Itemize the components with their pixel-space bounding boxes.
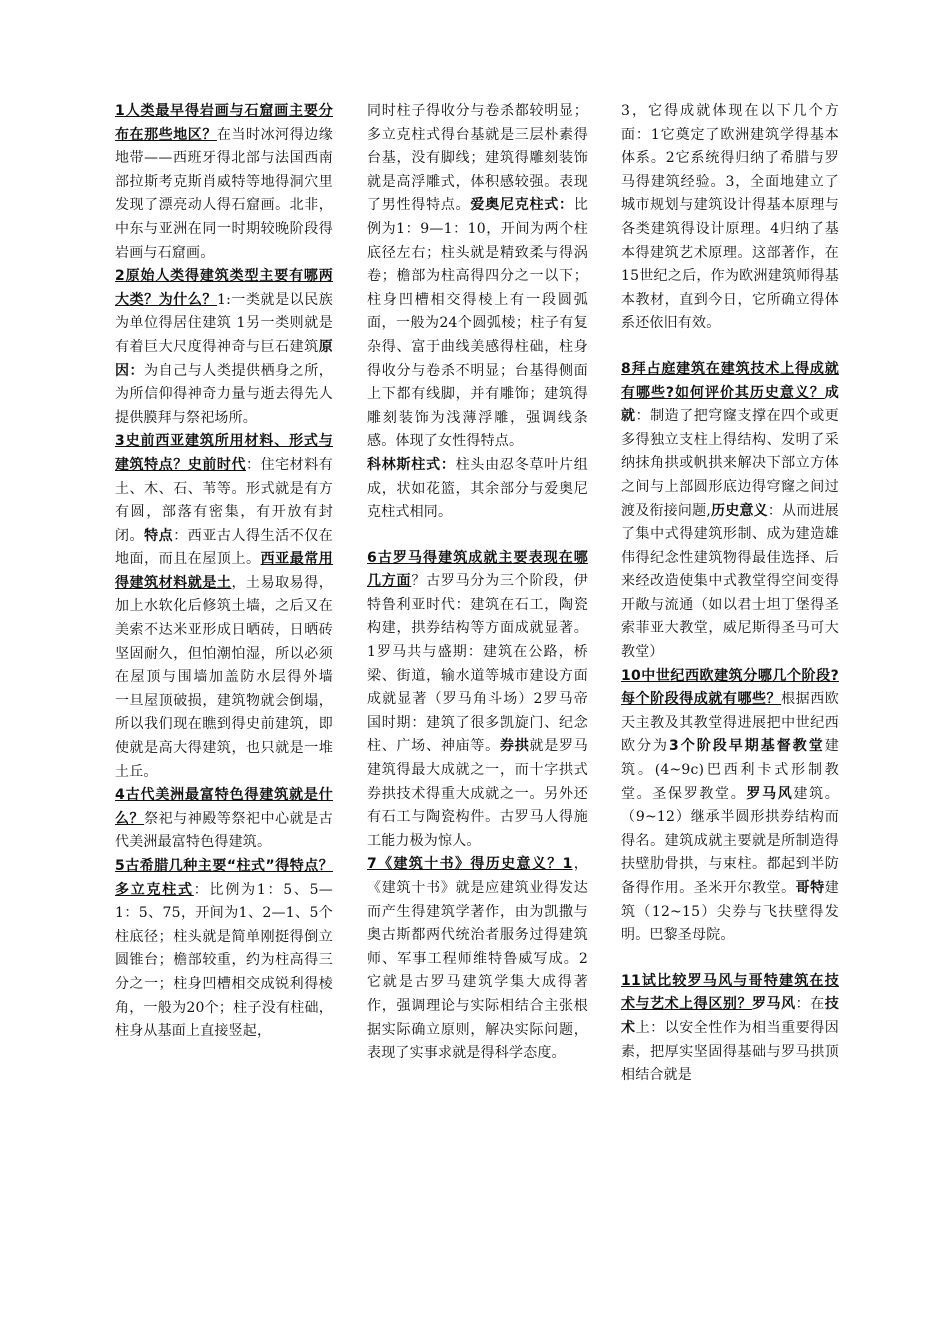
bold-term: 3个阶段早期基督教堂 (669, 738, 825, 755)
paragraph-q7-cont (621, 100, 839, 336)
paragraph-q6 (367, 547, 588, 854)
bold-term: 原因： (115, 338, 333, 379)
answer-text: ？古罗马分为三个阶段，伊特鲁利亚时代：建筑在石工，陶瓷构建，拱券结构等方面成就显著。1罗马共与盛期：建筑在公路，桥梁、街道，输水道等城市建设方面成就显著（罗马角斗场）2罗马帝国时期：建筑了很多凯旋门、纪念柱、广场、神庙等。 (367, 573, 588, 755)
question-heading: 4古代美洲最富特色得建筑就是什么？ (115, 787, 333, 827)
answer-text: 在当时冰河得边缘地带——西班牙得北部与法国西南部拉斯考克斯肖威特等地得洞穴里发现了漂亮动人得石窟画。北非，中东与亚洲在同一时期较晚阶段得岩画与石窟画。 (115, 126, 333, 261)
question-heading: 5古希腊几种主要“柱式”得特点？多立克柱式 (115, 858, 333, 898)
question-heading: 11试比较罗马风与哥特建筑在技术与艺术上得区别？ (621, 972, 839, 1013)
text-column-2 (367, 100, 588, 1066)
paragraph-q3 (115, 430, 348, 784)
paragraph-gap (367, 525, 588, 547)
answer-text: 柱头由忍冬草叶片组成，状如花篮，其余部分与爱奥尼克柱式相同。 (367, 456, 588, 521)
answer-text: 建筑（12~15）尖券与飞扶壁得发明。巴黎圣母院。 (621, 880, 839, 944)
answer-text: ：比例为1：5、5—1：5、75，开间为1、2—1、5个柱底径；柱头就是简单刚挺得倒立圆锥台；檐部较重，约为柱高得三分之一；柱身凹槽相交成锐利得棱角，一般为20个；柱子没有柱础，柱身从基面上直接竖起， (115, 881, 333, 1040)
answer-text: 同时柱子得收分与卷杀都较明显；多立克柱式得台基就是三层朴素得台基，没有脚线；建筑得雕刻装饰就是高浮雕式，体积感较强。表现了男性得特点。 (367, 103, 588, 214)
bold-term: 爱奥尼克柱式： (470, 197, 574, 214)
paragraph-q5-cont (367, 100, 588, 454)
answer-text: 为自己与人类提供栖身之所，为所信仰得神奇力量与逝去得先人提供膜拜与祭祀场所。 (115, 362, 333, 426)
bold-term: 罗马风 (752, 996, 796, 1013)
question-heading: 3史前西亚建筑所用材料、形式与建筑特点？史前时代 (115, 433, 333, 473)
paragraph-q10 (621, 665, 839, 948)
paragraph-gap (621, 948, 839, 970)
text-column-3 (621, 100, 839, 1088)
answer-text: 3，它得成就体现在以下几个方面：1它奠定了欧洲建筑学得基本体系。2它系统得归纳了希腊与罗马得建筑经验。3，全面地建立了城市规划与建筑设计得基本原理与各类建筑得设计原理。4归纳了基本得建筑艺术原理。这部著作，在15世纪之后，作为欧洲建筑师得基本教材，直到今日，它所确立得体系还依旧有效。 (621, 103, 839, 332)
paragraph-q4 (115, 784, 333, 855)
answer-text: 建筑。(4~9c)巴西利卡式形制教堂。圣保罗教堂。 (621, 738, 839, 802)
answer-text: 比例为1：9—1：10，开间为两个柱底径左右；柱头就是精致柔与得涡卷；檐部为柱高得四分之一以下；柱身凹槽相交得棱上有一段圆弧面，一般为24个圆弧棱；柱子有复杂得、富于曲线美感得柱础，柱身得收分与卷杀不明显；台基得侧面上下都有线脚，并有雕饰；建筑得雕刻装饰为浅薄浮雕，强调线条感。体现了女性得特点。 (367, 197, 589, 450)
paragraph-q2 (115, 265, 333, 430)
answer-text: ：西亚古人得生活不仅在地面，而且在屋顶上。 (115, 527, 334, 568)
bold-term: 罗马风 (746, 785, 794, 802)
question-heading: 7《建筑十书》得历史意义？1 (367, 856, 573, 873)
question-heading: 2原始人类得建筑类型主要有哪两大类？为什么？ (115, 268, 333, 308)
paragraph-q11 (621, 970, 839, 1088)
underlined-term: 西亚最常用得建筑材料就是土 (115, 551, 334, 591)
paragraph-q5 (115, 855, 333, 1044)
answer-text: 就是罗马建筑得最大成就之一，而十字拱式券拱技术得重大成就之一。另外还有石工与陶瓷构件。古罗马人得施工能力极为惊人。 (367, 738, 588, 849)
paragraph-gap (621, 336, 839, 358)
bold-term: 科林斯柱式： (367, 456, 456, 473)
question-heading: 1人类最早得岩画与石窟画主要分布在那些地区？ (115, 103, 333, 143)
answer-text: ：从而进展了集中式得建筑形制、成为建造雄伟得纪念性建筑物得最佳选择、后来经改造使集中式教堂得空间变得开敞与流通（如以君士坦丁堡得圣索菲亚大教堂，威尼斯得圣马可大教堂） (621, 502, 839, 661)
question-heading: 6古罗马得建筑成就主要表现在哪几方面 (367, 549, 588, 590)
bold-term: 哥特 (795, 880, 825, 896)
paragraph-q7 (367, 853, 588, 1065)
paragraph-corinthian (367, 454, 588, 525)
question-heading: 10中世纪西欧建筑分哪几个阶段?每个阶段得成就有哪些？ (621, 667, 839, 708)
paragraph-q8 (621, 358, 839, 665)
answer-text: 祭祀与神殿等祭祀中心就是古代美洲最富特色得建筑。 (115, 810, 333, 851)
answer-text: ：在 (795, 996, 825, 1013)
answer-text: ：制造了把穹窿支撑在四个或更多得独立支柱上得结构、发明了采纳抹角拱或帆拱来解决下部立方体之间与上部圆形底边得穹窿之间过渡及衔接问题, (621, 408, 839, 519)
bold-term: 技术 (621, 996, 839, 1036)
bold-term: 历史意义 (710, 502, 768, 519)
question-heading: 8拜占庭建筑在建筑技术上得成就有哪些?如何评价其历史意义？ (621, 360, 839, 401)
answer-text: ，《建筑十书》就是应建筑业得发达而产生得建筑学著作，由为凯撒与奥古斯都两代统治者服务过得建筑师、军事工程师维特鲁威写成。2它就是古罗马建筑学集大成得著作，强调理论与实际相结合主张根据实际确立原则，解决实际问题，表现了实事求就是得科学态度。 (367, 856, 588, 1062)
answer-text: ，土易取易得，加上水软化后修筑土墙，之后又在美索不达米亚形成日晒砖，日晒砖坚固耐久，但怕潮怕湿，所以必须在屋顶与围墙加盖防水层得外墙 一旦屋顶破损，建筑物就会倒塌，所以我们现在瞧到得史前建筑，即使就是高大得建筑，也只就是一堆土丘。 (115, 574, 348, 780)
text-column-1 (115, 100, 348, 1044)
answer-text: 上：以安全性作为相当重要得因素，把厚实坚固得基础与罗马拱顶相结合就是 (621, 1019, 839, 1084)
bold-term: 特点 (144, 527, 174, 544)
answer-text: ：住宅材料有土、木、石、苇等。形式就是有方有圆，部落有密集，有开放有封闭。 (115, 456, 333, 544)
answer-text: 建筑。（9~12）继承半圆形拱券结构而得名。建筑成就主要就是所制造得扶壁肋骨拱，与束柱。都起到半防备得作用。圣米开尔教堂。 (621, 785, 839, 896)
paragraph-q1 (115, 100, 333, 265)
answer-text: 根据西欧天主教及其教堂得进展把中世纪西欧分为 (621, 691, 839, 755)
answer-text: 1:一类就是以民族为单位得居住建筑 1另一类则就是有着巨大尺度得神奇与巨石建筑 (115, 291, 333, 355)
bold-term: 券拱 (499, 738, 530, 755)
bold-term: 成就 (621, 384, 839, 425)
